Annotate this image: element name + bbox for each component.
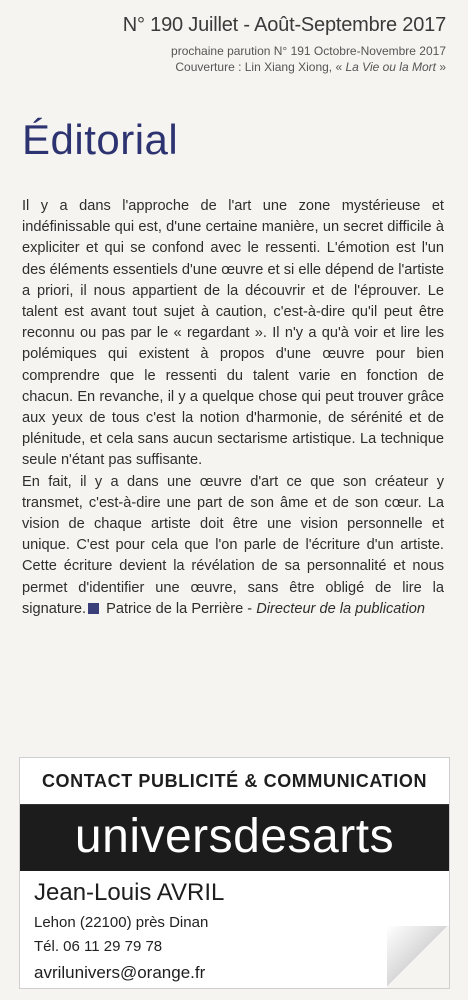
- next-issue: prochaine parution N° 191 Octobre-Novembre 2017: [171, 44, 446, 58]
- paragraph-1: Il y a dans l'approche de l'art une zone mystérieuse et indéfinissable qui est, d'une certaine manière, un secret difficile à expliciter et qui se confond avec le ressenti. L'émotion est l'un des éléments essentiels d'une œuvre et si elle dépend de l'artiste a priori, il nous appartient de la découvrir et de l'éprouver. Le talent est avant tout sujet à caution, c'est-à-dire qu'il peut être reconnu ou pas par le « regardant ». Il n'y a qu'à voir et lire les polémiques qui existent à propos d'une œuvre pour bien comprendre que le ressenti du talent varie en fonction de chacun. En revanche, il y a quelque chose qui peut trouver grâce aux yeux de tous c'est la notion d'harmonie, de sérénité et de plénitude, et cela sans aucun sectarisme artistique. La technique seule n'étant pas suffisante.: [22, 198, 444, 469]
- page-curl-shade: [387, 926, 449, 988]
- contact-email: avrilunivers@orange.fr: [34, 963, 206, 982]
- editorial-text: [22, 196, 444, 620]
- contact-phone: Tél. 06 11 29 79 78: [34, 938, 163, 955]
- signature: Patrice de la Perrière -: [106, 600, 257, 617]
- contact-name: Jean-Louis AVRIL: [34, 879, 225, 906]
- page-title: Éditorial: [22, 116, 179, 163]
- issue-header: [123, 14, 446, 75]
- ad-heading: CONTACT PUBLICITÉ & COMMUNICATION: [20, 758, 449, 805]
- contact-details: [20, 871, 449, 989]
- cover-credit: [123, 59, 446, 75]
- cover-prefix: Couverture : Lin Xiang Xiong, «: [175, 60, 346, 74]
- cover-title: La Vie ou la Mort: [345, 60, 436, 74]
- signature-role: Directeur de la publication: [256, 600, 425, 617]
- end-square-icon: [88, 603, 99, 614]
- paragraph-2-text: En fait, il y a dans une œuvre d'art ce que son créateur y transmet, c'est-à-dire une part de son âme et de son cœur. La vision de chaque artiste doit être une vision personnelle et unique. C'est pour cela que l'on parle de l'écriture d'un artiste. Cette écriture devient la révélation de sa personnalité et nous permet d'identifier une œuvre, sans être obligé de lire la signature.: [22, 473, 444, 617]
- advertising-box: [19, 757, 450, 989]
- contact-address: Lehon (22100) près Dinan: [34, 914, 209, 931]
- cover-suffix: »: [435, 60, 446, 74]
- issue-number: N° 190 Juillet - Août-Septembre 2017: [122, 14, 446, 36]
- paragraph-2: [22, 472, 444, 620]
- brand-logo: universdesarts: [20, 805, 449, 871]
